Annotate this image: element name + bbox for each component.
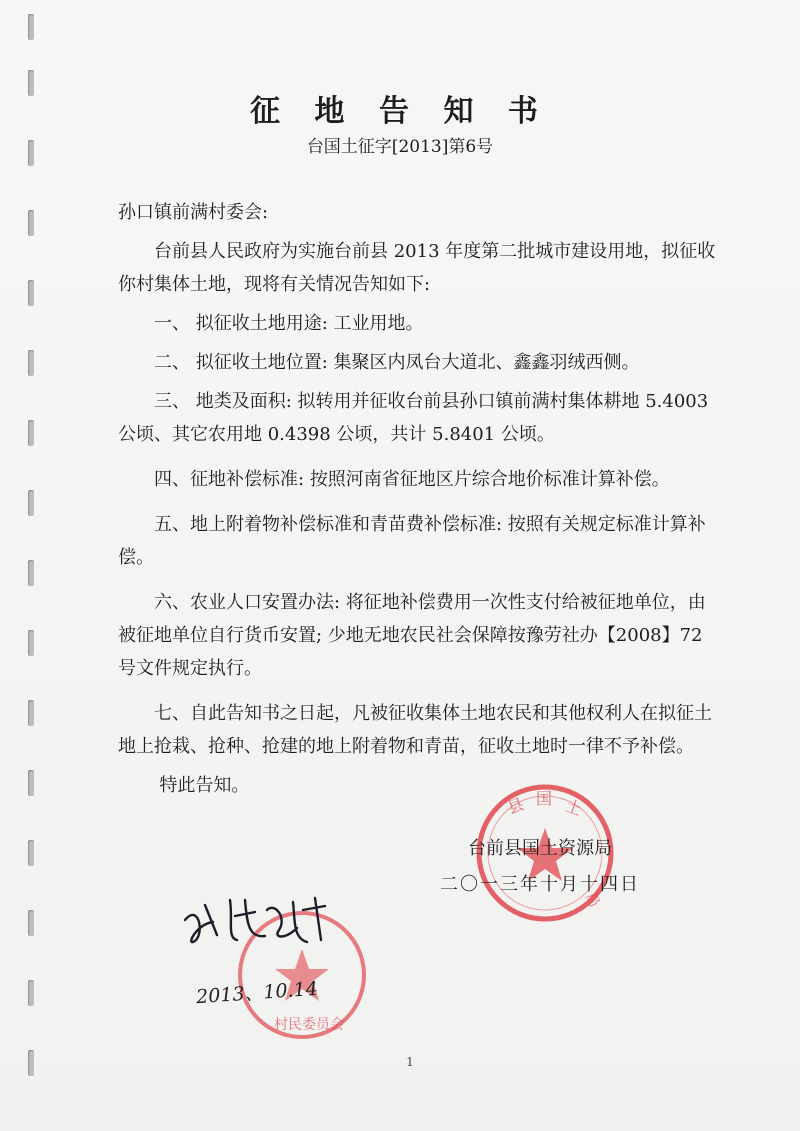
addressee: 孙口镇前满村委会: bbox=[118, 202, 269, 223]
document-title: 征 地 告 知 书 bbox=[250, 94, 550, 129]
binding-hole bbox=[28, 910, 34, 936]
handwritten-signature bbox=[175, 880, 345, 960]
binding-hole bbox=[28, 700, 34, 726]
item-paragraph: 一、 拟征收土地用途: 工业用地。 bbox=[154, 313, 424, 334]
handwritten-date: 2013、10.14 bbox=[195, 977, 319, 1009]
binding-hole bbox=[28, 770, 34, 796]
issue-date: 二〇一三年十月十四日 bbox=[440, 874, 640, 895]
item-paragraph: 六、农业人口安置办法: 将征地补偿费用一次性支付给被征地单位，由被征地单位自行货币安置; 少地无地农民社会保障按豫劳社办【2008】72 号文件规定执行。 bbox=[118, 592, 706, 679]
document-number: 台国土征字[2013]第6号 bbox=[306, 137, 494, 157]
svg-text:村民委员会: 村民委员会 bbox=[274, 1017, 344, 1033]
svg-text:县: 县 bbox=[504, 794, 527, 818]
binding-hole bbox=[28, 980, 34, 1006]
intro-paragraph: 台前县人民政府为实施台前县 2013 年度第二批城市建设用地，拟征收你村集体土地，现将有关情况告知如下: bbox=[118, 241, 716, 295]
binding-hole bbox=[28, 490, 34, 516]
item-paragraph: 二、 拟征收土地位置: 集聚区内凤台大道北、鑫鑫羽绒西侧。 bbox=[154, 352, 640, 373]
closing-text: 特此告知。 bbox=[159, 775, 250, 796]
binding-hole bbox=[28, 350, 34, 376]
item-paragraph: 三、 地类及面积: 拟转用并征收台前县孙口镇前满村集体耕地 5.4003 公顷、其它农用地 0.4398 公顷，共计 5.8401 公顷。 bbox=[118, 391, 709, 445]
item-paragraph: 五、地上附着物补偿标准和青苗费补偿标准: 按照有关规定标准计算补偿。 bbox=[118, 514, 706, 568]
binding-hole bbox=[28, 420, 34, 446]
item-paragraph: 四、征地补偿标准: 按照河南省征地区片综合地价标准计算补偿。 bbox=[154, 469, 670, 490]
document-body bbox=[118, 196, 718, 814]
issuer-name: 台前县国土资源局 bbox=[468, 838, 612, 859]
binding-hole bbox=[28, 560, 34, 586]
svg-text:局: 局 bbox=[581, 890, 603, 911]
binding-hole bbox=[28, 14, 34, 40]
svg-text:土: 土 bbox=[562, 795, 585, 820]
binding-hole bbox=[28, 840, 34, 866]
binding-hole bbox=[28, 210, 34, 236]
binding-hole bbox=[28, 280, 34, 306]
page-number: 1 bbox=[406, 1055, 414, 1069]
item-paragraph: 七、自此告知书之日起，凡被征收集体土地农民和其他权利人在拟征土地上抢栽、抢种、抢建的地上附着物和青苗，征收土地时一律不予补偿。 bbox=[118, 703, 712, 757]
binding-hole bbox=[28, 630, 34, 656]
svg-text:国: 国 bbox=[536, 789, 553, 808]
binding-holes bbox=[28, 14, 40, 1124]
